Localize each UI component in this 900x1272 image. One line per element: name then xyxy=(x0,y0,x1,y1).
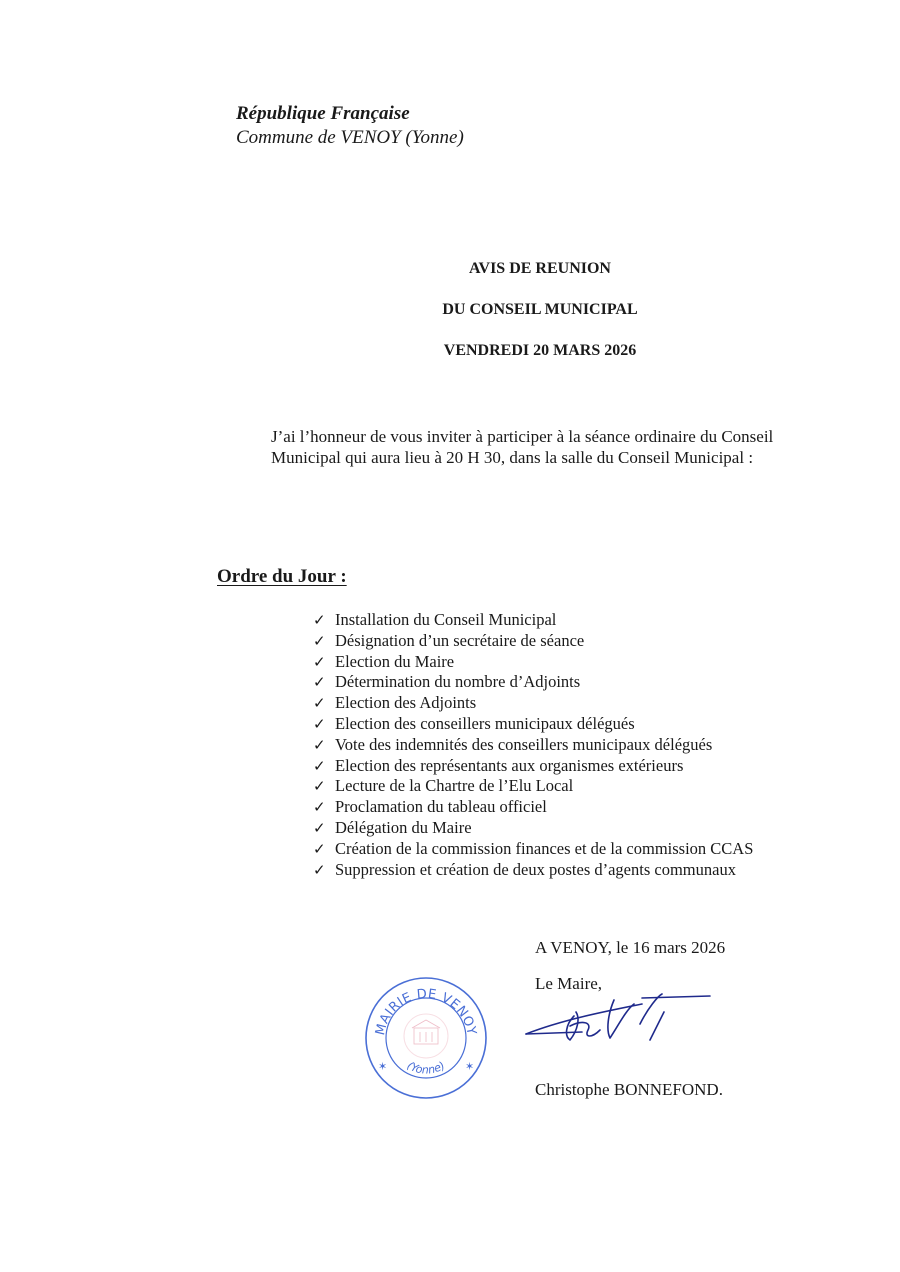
mayor-signature xyxy=(522,990,722,1050)
svg-text:(Yonne) xyxy=(405,1059,447,1077)
agenda-item xyxy=(313,672,753,693)
agenda-item-text: Election des représentants aux organismes extérieurs xyxy=(335,755,684,775)
checkmark-icon: ✓ xyxy=(313,696,326,713)
agenda-item-text: Election des conseillers municipaux délégués xyxy=(335,713,635,733)
signatory-role: Le Maire, xyxy=(535,974,603,993)
agenda-item xyxy=(313,860,753,881)
agenda-item xyxy=(313,610,753,631)
agenda-item xyxy=(313,652,753,673)
agenda-item-text: Création de la commission finances et de la commission CCAS xyxy=(335,838,754,858)
town-hall-stamp xyxy=(364,976,488,1100)
agenda-item xyxy=(313,797,753,818)
stamp-top-text: MAIRIE DE VENOY xyxy=(373,986,479,1037)
checkmark-icon: ✓ xyxy=(313,716,326,733)
checkmark-icon: ✓ xyxy=(313,654,326,671)
title-line-3: VENDREDI 20 MARS 2026 xyxy=(443,342,637,359)
commune-name: Commune de VENOY (Yonne) xyxy=(236,127,464,148)
agenda-item-text: Installation du Conseil Municipal xyxy=(335,610,557,629)
star-icon: ✶ xyxy=(378,1060,388,1073)
checkmark-icon: ✓ xyxy=(313,841,326,858)
checkmark-icon: ✓ xyxy=(313,800,326,817)
agenda-item-text: Délégation du Maire xyxy=(335,817,472,837)
document-header xyxy=(236,102,464,150)
checkmark-icon: ✓ xyxy=(313,820,326,837)
agenda-item xyxy=(313,735,753,756)
country-name: République Française xyxy=(236,103,410,124)
checkmark-icon: ✓ xyxy=(313,737,326,754)
place-and-date: A VENOY, le 16 mars 2026 xyxy=(535,938,726,957)
stamp-bottom-text: (Yonne) xyxy=(404,1059,448,1077)
invitation-line-1: J’ai l’honneur de vous inviter à participer à la séance ordinaire du Conseil xyxy=(271,427,774,446)
checkmark-icon: ✓ xyxy=(313,779,326,796)
agenda-item-text: Proclamation du tableau officiel xyxy=(335,797,547,817)
agenda-item-text: Lecture de la Chartre de l’Elu Local xyxy=(335,776,574,796)
checkmark-icon: ✓ xyxy=(313,613,326,629)
agenda-item xyxy=(313,818,753,839)
signatory-name: Christophe BONNEFOND. xyxy=(535,1080,723,1099)
agenda-item xyxy=(313,839,753,860)
checkmark-icon: ✓ xyxy=(313,633,326,650)
agenda-item xyxy=(313,631,753,652)
invitation-paragraph xyxy=(271,426,811,468)
checkmark-icon: ✓ xyxy=(313,758,326,775)
agenda-item-text: Election des Adjoints xyxy=(335,693,477,713)
checkmark-icon: ✓ xyxy=(313,862,326,879)
notice-title xyxy=(400,258,680,381)
agenda-item-text: Suppression et création de deux postes d’agents communaux xyxy=(335,859,736,879)
svg-text:MAIRIE DE VENOY xyxy=(373,987,479,1037)
agenda-item xyxy=(313,776,753,797)
checkmark-icon: ✓ xyxy=(313,675,326,692)
agenda-item xyxy=(313,714,753,735)
agenda-list xyxy=(313,610,753,880)
agenda-item xyxy=(313,693,753,714)
agenda-title: Ordre du Jour : xyxy=(217,566,347,587)
agenda-item-text: Détermination du nombre d’Adjoints xyxy=(335,672,581,692)
agenda-item-text: Désignation d’un secrétaire de séance xyxy=(335,630,585,650)
agenda-item-text: Election du Maire xyxy=(335,651,455,671)
title-line-1: AVIS DE REUNION xyxy=(469,260,611,277)
agenda-item xyxy=(313,756,753,777)
invitation-line-2: Municipal qui aura lieu à 20 H 30, dans la salle du Conseil Municipal : xyxy=(271,448,754,467)
star-icon: ✶ xyxy=(465,1060,475,1073)
title-line-2: DU CONSEIL MUNICIPAL xyxy=(442,301,638,318)
agenda-item-text: Vote des indemnités des conseillers municipaux délégués xyxy=(335,734,713,754)
